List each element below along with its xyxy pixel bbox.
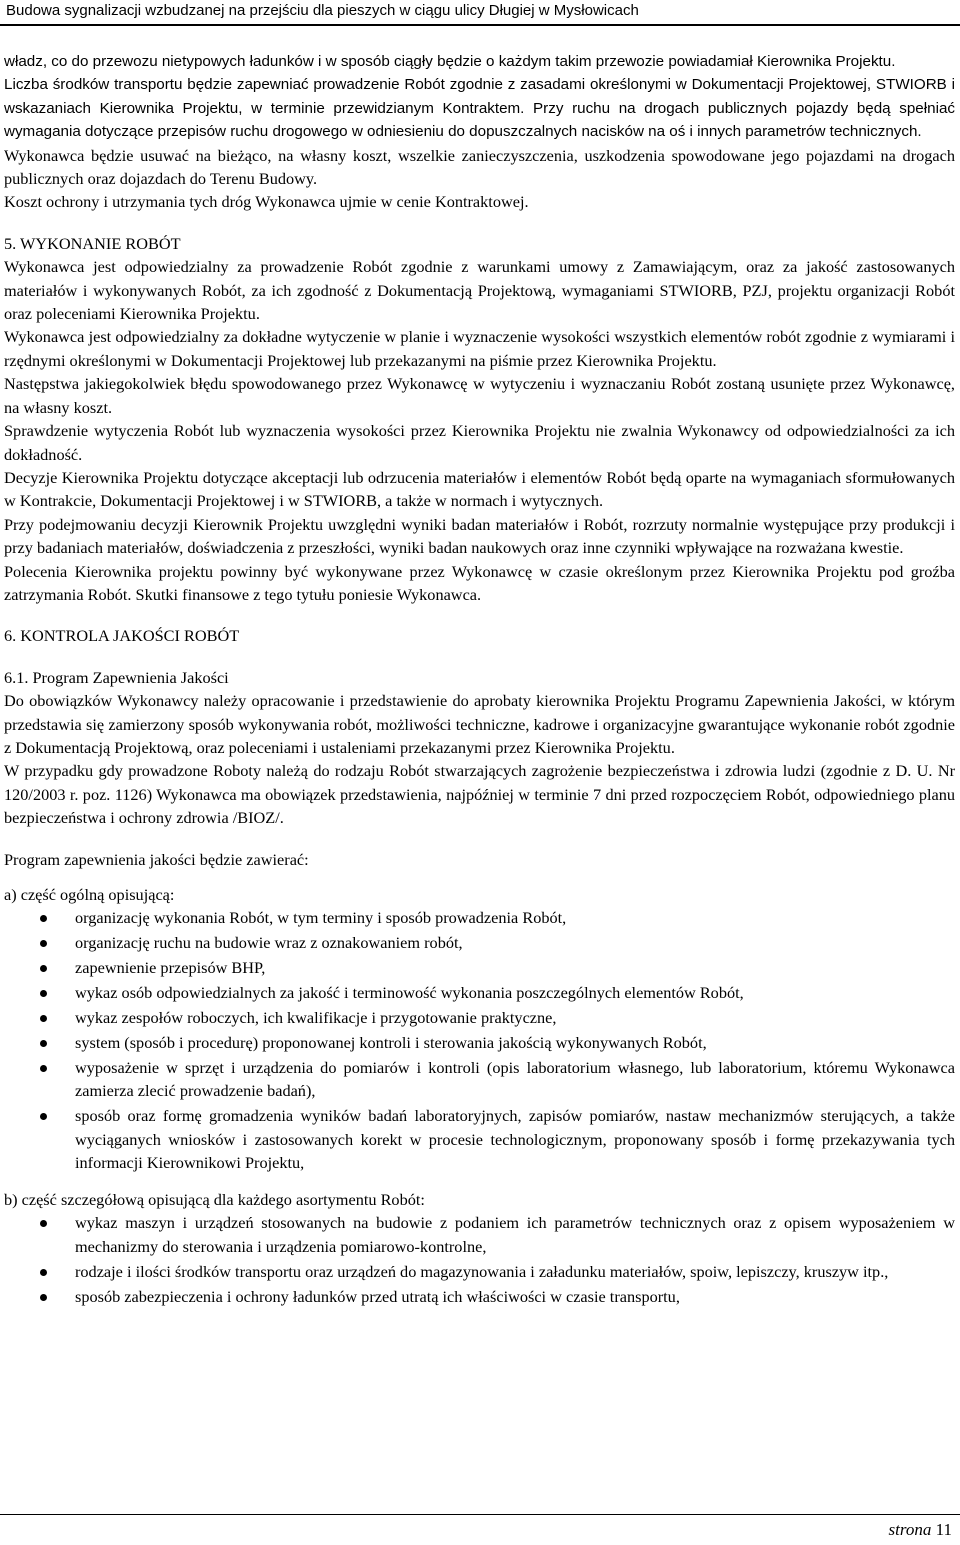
list-item: wykaz zespołów roboczych, ich kwalifikacje i przygotowanie praktyczne,	[4, 1006, 955, 1029]
running-header	[0, 0, 960, 24]
list-item: organizację wykonania Robót, w tym terminy i sposób prowadzenia Robót,	[4, 906, 955, 929]
paragraph: Liczba środków transportu będzie zapewniać prowadzenie Robót zgodnie z zasadami określonymi w Dokumentacji Projektowej, STWIORB i wskazaniach Kierownika Projektu, w terminie przewidzianym Kontraktem. Przy ruchu na drogach publicznych pojazdy będą spełniać wymagania dotyczące przepisów ruchu drogowego w odniesieniu do dopuszczalnych nacisków na oś i innych parametrów technicznych.	[4, 76, 955, 141]
paragraph: Polecenia Kierownika projektu powinny być wykonywane przez Wykonawcę w czasie określonym przez Kierownika Projektu pod groźba zatrzymania Robót. Skutki finansowe z tego tytułu poniesie Wykonawca.	[4, 561, 955, 604]
bullet-icon	[40, 1015, 47, 1022]
bullet-icon	[40, 1220, 47, 1227]
bullet-icon	[40, 1040, 47, 1047]
paragraph: Decyzje Kierownika Projektu dotyczące akceptacji lub odrzucenia materiałów i elementów Robót będą oparte na wymaganiach sformułowanych w Kontrakcie, Dokumentacji Projektowej i w STWIORB, a także w normach i wytycznych.	[4, 467, 955, 511]
transport-section	[4, 50, 955, 144]
paragraph: władz, co do przewozu nietypowych ładunków i w sposób ciągły będzie o każdym takim przewozie powiadamiał Kierownika Projektu.	[4, 53, 896, 70]
list-item: sposób zabezpieczenia i ochrony ładunków przed utratą ich właściwości w czasie transportu,	[4, 1285, 955, 1308]
paragraph: Wykonawca będzie usuwać na bieżąco, na własny koszt, wszelkie zanieczyszczenia, uszkodzenia spowodowane jego pojazdami na drogach publicznych oraz dojazdach do Terenu Budowy.	[4, 145, 955, 189]
bullet-icon	[40, 990, 47, 997]
footer-rule	[0, 1514, 960, 1515]
paragraph: Przy podejmowaniu decyzji Kierownik Projektu uwzględni wyniki badan materiałów i Robót, rozrzuty normalnie występujące przy produkcji i przy badaniach materiałów, doświadczenia z przeszłości, wyniki badan naukowych oraz inne czynniki wpływające na rozważana kwestie.	[4, 514, 955, 558]
bullet-list-b	[4, 1211, 955, 1308]
page-word: strona	[888, 1520, 932, 1539]
list-item: system (sposób i procedurę) proponowanej kontroli i sterowania jakością wykonywanych Robót,	[4, 1031, 955, 1054]
section-heading: 6. KONTROLA JAKOŚCI ROBÓT	[4, 626, 240, 646]
paragraph: W przypadku gdy prowadzone Roboty należą do rodzaju Robót stwarzających zagrożenie bezpieczeństwa i zdrowia ludzi (zgodnie z D. U. Nr 120/2003 r. poz. 1126) Wykonawca ma obowiązek przedstawienia, najpóźniej w terminie 7 dni przed rozpoczęciem Robót, odpowiedniego planu bezpieczeństwa i ochrony zdrowia /BIOZ/.	[4, 761, 955, 828]
header-rule	[0, 24, 960, 26]
section-heading: 5. WYKONANIE ROBÓT	[4, 233, 181, 253]
document-body	[4, 50, 955, 1309]
bullet-icon	[40, 1113, 47, 1120]
header-title: Budowa sygnalizacji wzbudzanej na przejściu dla pieszych w ciągu ulicy Długiej w Mysłowicach	[6, 2, 639, 19]
paragraph: Do obowiązków Wykonawcy należy opracowanie i przedstawienie do aprobaty kierownika Projektu Programu Zapewnienia Jakości, w którym przedstawia się zamierzony sposób wykonywania robót, możliwości techniczne, kadrowe i organizacyjne gwarantujące wykonanie robót zgodnie z Dokumentacją Projektową, oraz poleceniami i ustaleniami przekazanymi przez Kierownika Projektu.	[4, 691, 955, 757]
list-item: zapewnienie przepisów BHP,	[4, 956, 955, 979]
bullet-icon	[40, 940, 47, 947]
paragraph: Program zapewnienia jakości będzie zawierać:	[4, 849, 309, 869]
bullet-list-a	[4, 906, 955, 1174]
bullet-icon	[40, 915, 47, 922]
paragraph: Koszt ochrony i utrzymania tych dróg Wykonawca ujmie w cenie Kontraktowej.	[4, 192, 529, 212]
bullet-icon	[40, 1269, 47, 1276]
page-number	[889, 1520, 952, 1540]
list-item: organizację ruchu na budowie wraz z oznakowaniem robót,	[4, 931, 955, 954]
paragraph: Wykonawca jest odpowiedzialny za prowadzenie Robót zgodnie z warunkami umowy z Zamawiającym, oraz za jakość zastosowanych materiałów i wykonywanych Robót, za ich zgodność z Dokumentacją Projektową, wymaganiami STWIORB, PZJ, projektu organizacji Robót oraz poleceniami Kierownika Projektu.	[4, 257, 955, 324]
list-item: wyposażenie w sprzęt i urządzenia do pomiarów i kontroli (opis laboratorium własnego, lub laboratorium, któremu Wykonawca zamierza zlecić prowadzenie badań),	[4, 1056, 955, 1103]
list-item: wykaz osób odpowiedzialnych za jakość i terminowość wykonania poszczególnych elementów Robót,	[4, 981, 955, 1004]
paragraph: Następstwa jakiegokolwiek błędu spowodowanego przez Wykonawcę w wytyczeniu i wyznaczaniu Robót zostaną usunięte przez Wykonawcę, na własny koszt.	[4, 374, 955, 417]
paragraph: Wykonawca jest odpowiedzialny za dokładne wytyczenie w planie i wyznaczenie wysokości wszystkich elementów robót zgodnie z wymiarami i rzędnymi określonymi w Dokumentacji Projektowej lub przekazanymi na piśmie przez Kierownika Projektu.	[4, 327, 955, 370]
list-label: a) część ogólną opisującą:	[4, 885, 175, 904]
list-label: b) część szczegółową opisującą dla każdego asortymentu Robót:	[4, 1189, 425, 1209]
paragraph: Sprawdzenie wytyczenia Robót lub wyznaczenia wysokości przez Kierownika Projektu nie zwalnia Wykonawcy od odpowiedzialności za ich dokładność.	[4, 421, 955, 464]
bullet-icon	[40, 1294, 47, 1301]
subsection-heading: 6.1. Program Zapewnienia Jakości	[4, 667, 229, 687]
list-item: rodzaje i ilości środków transportu oraz urządzeń do magazynowania i załadunku materiałów, spoiw, lepiszczy, kruszyw itp.,	[4, 1260, 955, 1283]
list-item: sposób oraz formę gromadzenia wyników badań laboratoryjnych, zapisów pomiarów, nastaw mechanizmów sterujących, a także wyciąganych wniosków i zastosowanych korekt w procesie technologicznym, proponowany sposób i formę przekazywania tych informacji Kierownikowi Projektu,	[4, 1104, 955, 1174]
page-footer	[0, 1514, 960, 1545]
bullet-icon	[40, 965, 47, 972]
page-number-value: 11	[935, 1520, 952, 1539]
list-item: wykaz maszyn i urządzeń stosowanych na budowie z podaniem ich parametrów technicznych oraz z opisem wyposażeniem w mechanizmy do sterowania i urządzenia pomiarowo-kontrolne,	[4, 1211, 955, 1258]
bullet-icon	[40, 1065, 47, 1072]
